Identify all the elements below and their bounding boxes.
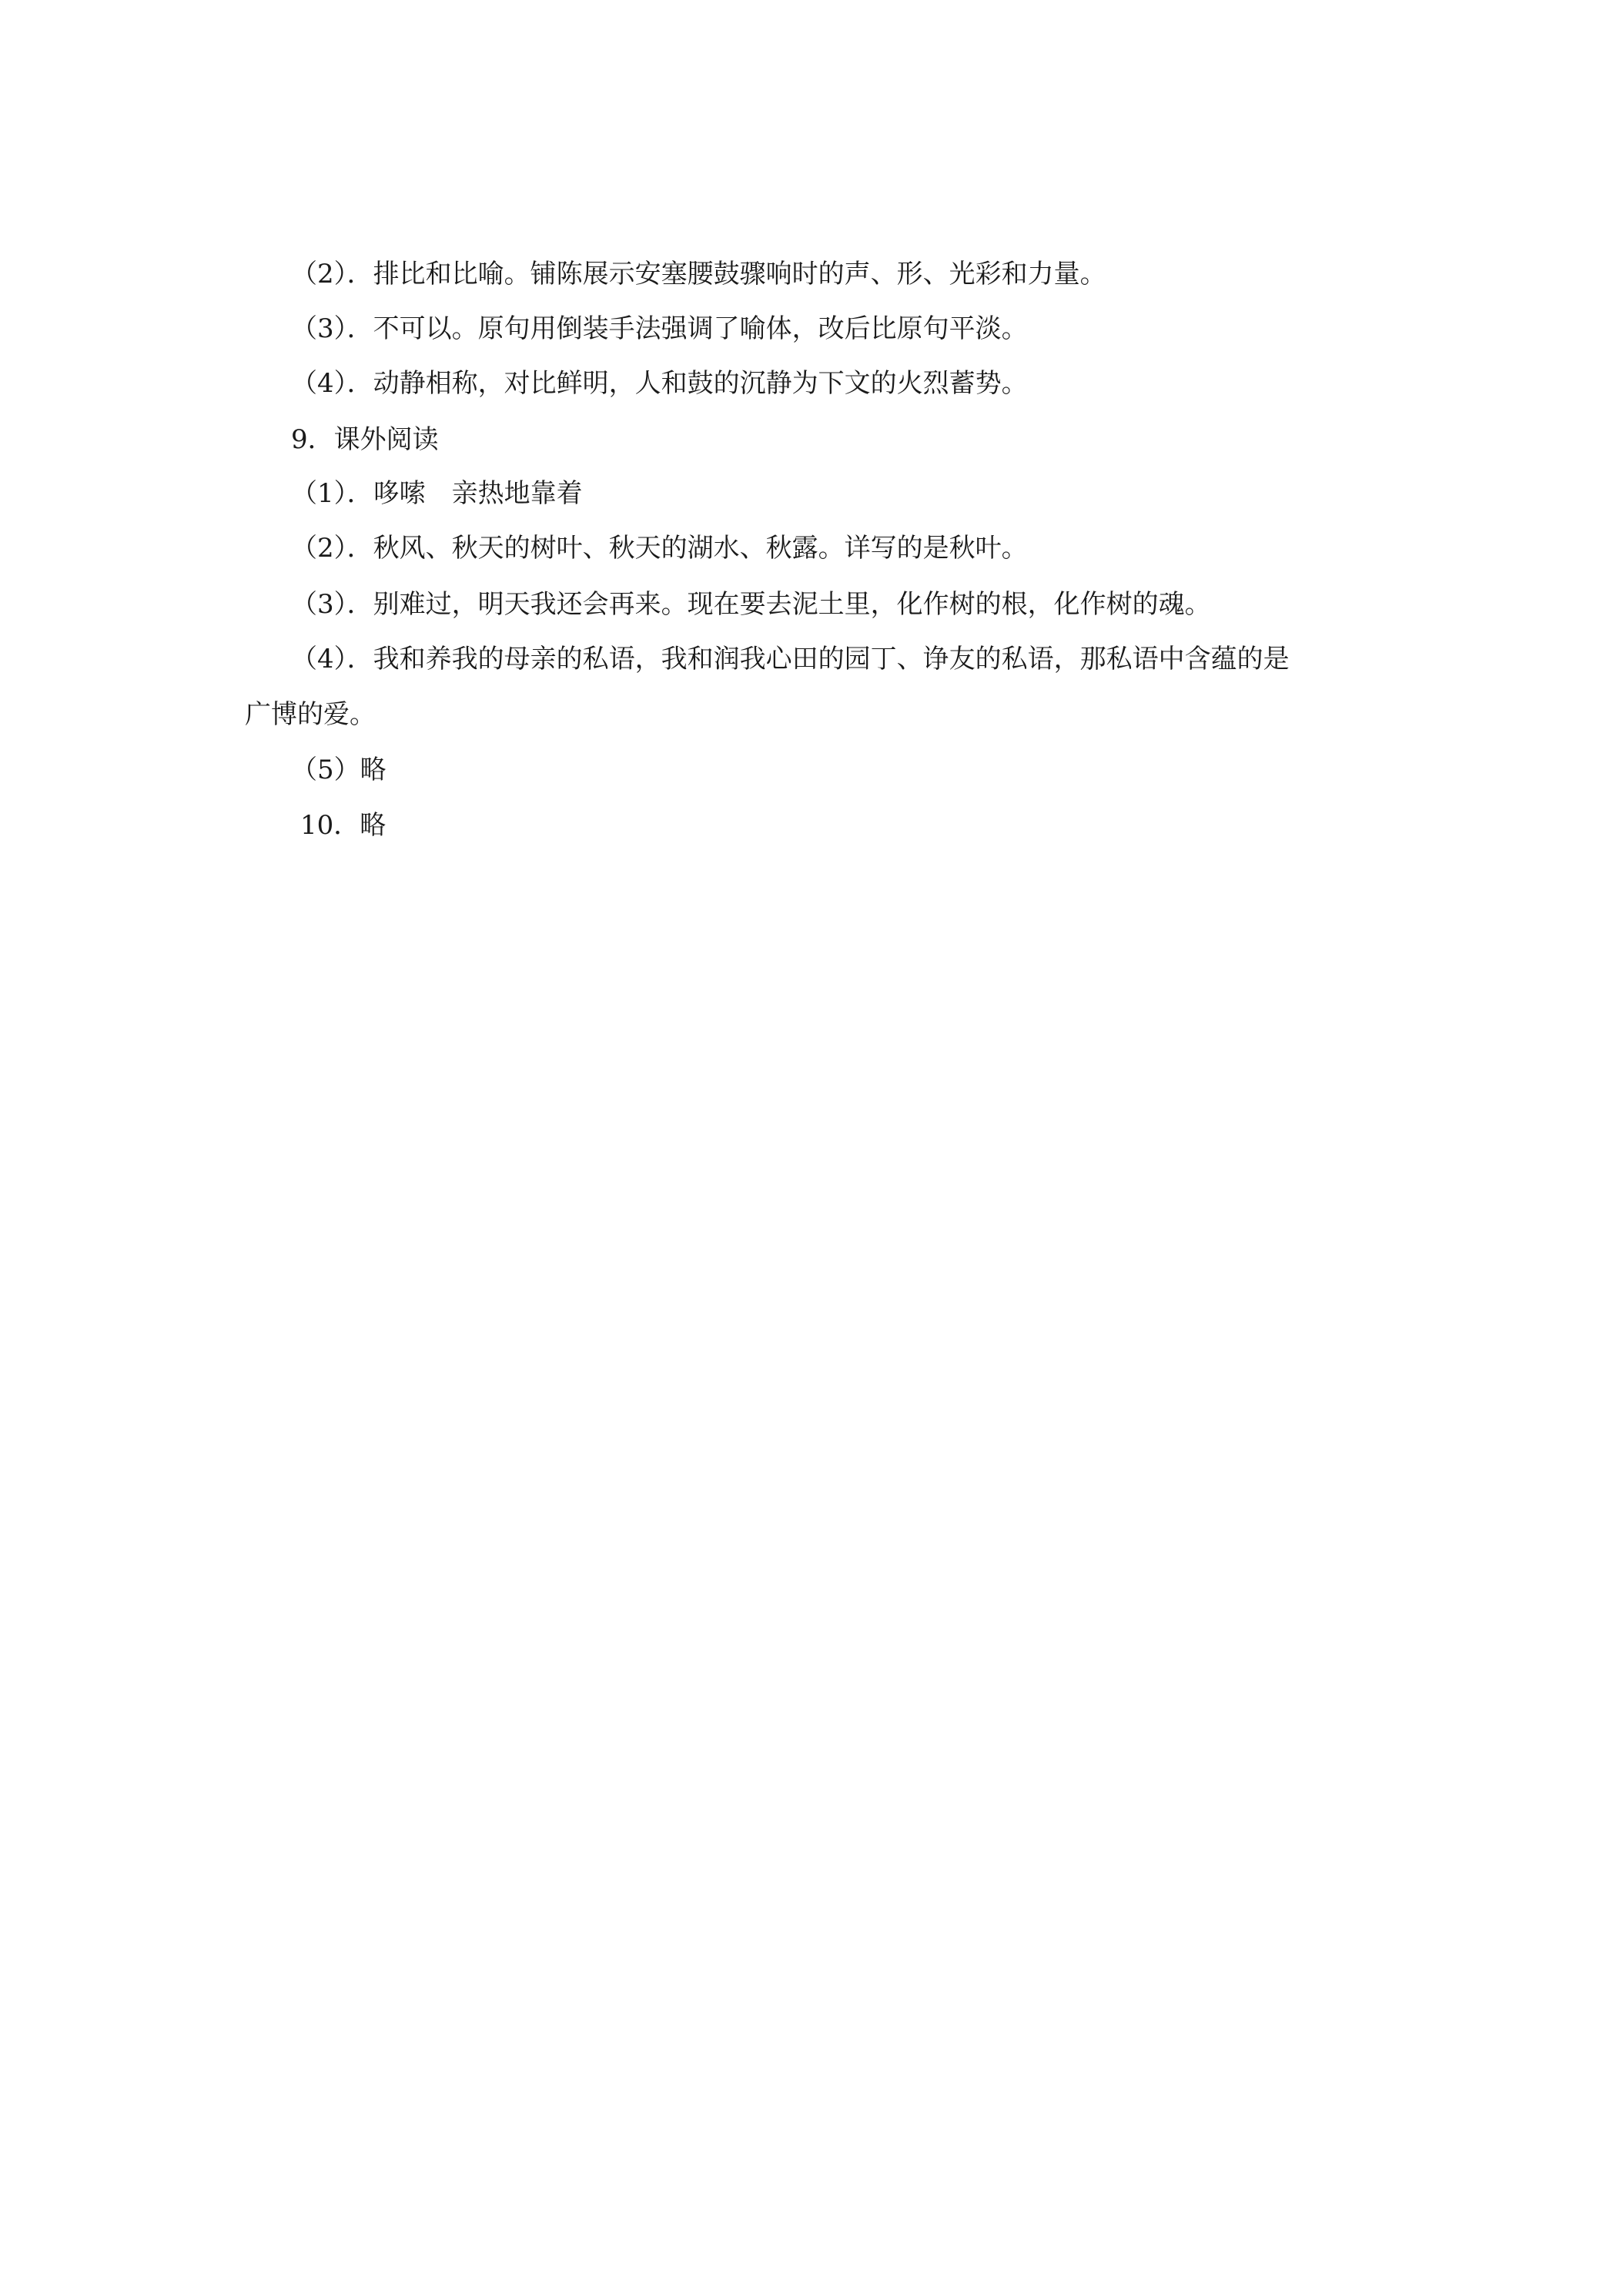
answer-10: 10．略 [300, 810, 387, 841]
answer-9-4-line1: （4）．我和养我的母亲的私语，我和润我心田的园丁、诤友的私语，那私语中含蕴的是 [291, 644, 1290, 674]
answer-9-2: （2）．秋风、秋天的树叶、秋天的湖水、秋露。详写的是秋叶。 [291, 533, 1028, 564]
answer-9-3: （3）．别难过，明天我还会再来。现在要去泥土里，化作树的根，化作树的魂。 [291, 589, 1211, 620]
answer-9-4-line2: 广博的爱。 [245, 699, 376, 730]
answer-9-5: （5）略 [291, 755, 387, 785]
answer-8-2: （2）．排比和比喻。铺陈展示安塞腰鼓骤响时的声、形、光彩和力量。 [291, 259, 1106, 290]
answer-9-1: （1）．哆嗦 亲热地靠着 [291, 478, 583, 509]
answer-8-3: （3）．不可以。原句用倒装手法强调了喻体，改后比原句平淡。 [291, 313, 1028, 344]
section-9-title: 9．课外阅读 [291, 424, 439, 455]
answer-8-4: （4）．动静相称，对比鲜明，人和鼓的沉静为下文的火烈蓄势。 [291, 368, 1028, 399]
